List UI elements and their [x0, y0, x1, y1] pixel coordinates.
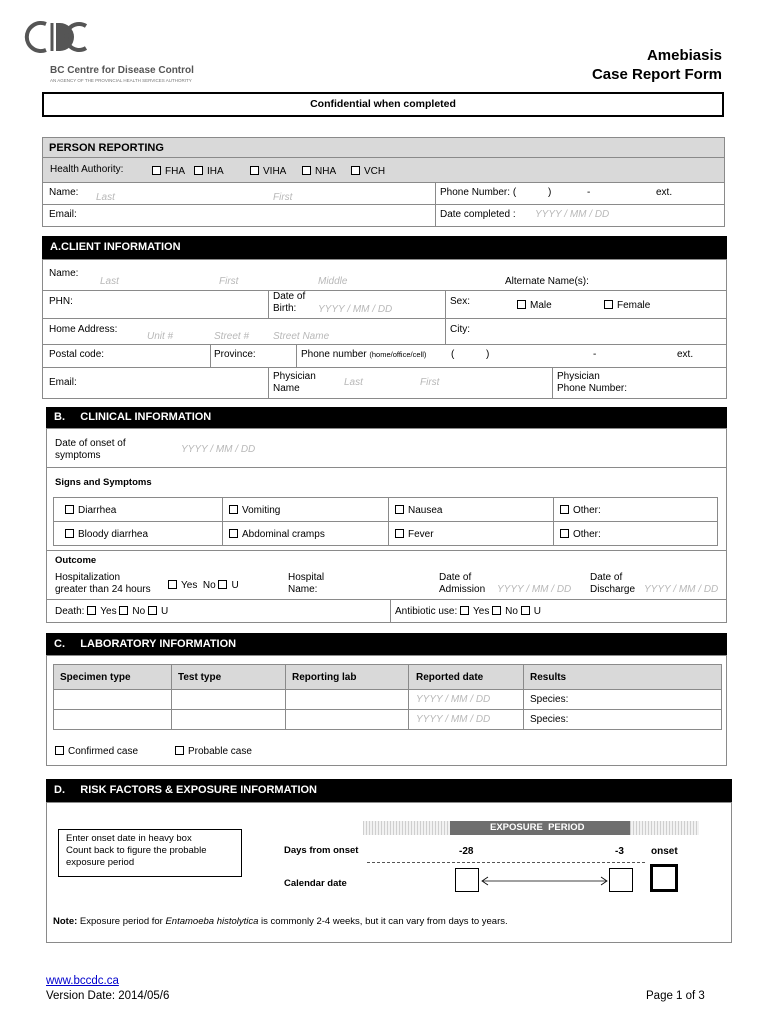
- physician-name-label: Physician Name: [273, 371, 316, 394]
- confirmed-case-checkbox[interactable]: Confirmed case: [55, 746, 138, 757]
- reporter-first-name-input[interactable]: First: [273, 192, 293, 203]
- sex-female-checkbox[interactable]: Female: [604, 300, 650, 311]
- lab-row1-date[interactable]: YYYY / MM / DD: [416, 694, 491, 705]
- person-reporting-header: PERSON REPORTING: [42, 137, 725, 158]
- hospitalization-label: Hospitalization greater than 24 hours: [55, 572, 151, 595]
- province-label: Province:: [214, 349, 256, 360]
- exposure-period-label: EXPOSURE PERIOD: [490, 822, 585, 833]
- symptom-diarrhea[interactable]: Diarrhea: [65, 505, 116, 516]
- dob-input[interactable]: YYYY / MM / DD: [318, 304, 393, 315]
- client-middle-name-input[interactable]: Middle: [318, 276, 348, 287]
- logo: [22, 20, 202, 90]
- symptom-nausea[interactable]: Nausea: [395, 505, 442, 516]
- instructions-box: Enter onset date in heavy box Count back to figure the probable exposure period: [58, 829, 242, 877]
- form-title-line1: Amebiasis: [646, 47, 722, 64]
- hospitalization-options[interactable]: Yes No U: [168, 580, 239, 591]
- client-last-name-input[interactable]: Last: [100, 276, 119, 287]
- antibiotic-field[interactable]: Antibiotic use: Yes No U: [395, 606, 541, 617]
- reporter-email-label: Email:: [49, 209, 77, 220]
- physician-phone-label: Physician Phone Number:: [557, 371, 628, 394]
- client-name-label: Name:: [49, 268, 79, 279]
- col-specimen-type: Specimen type: [60, 672, 131, 683]
- sex-male-checkbox[interactable]: Male: [517, 300, 552, 311]
- timeline-arrow: [481, 876, 608, 886]
- col-results: Results: [530, 672, 567, 683]
- street-name-input[interactable]: Street Name: [273, 331, 330, 342]
- discharge-date-label: Date of Discharge: [590, 572, 636, 595]
- admission-date-input[interactable]: YYYY / MM / DD: [497, 584, 572, 595]
- lab-row2-species[interactable]: Species:: [530, 714, 569, 725]
- ha-iha[interactable]: IHA: [194, 166, 224, 177]
- home-address-label: Home Address:: [49, 324, 118, 335]
- logo-tagline: AN AGENCY OF THE PROVINCIAL HEALTH SERVICES AUTHORITY: [50, 78, 192, 83]
- onset-date-heavy-box[interactable]: [650, 864, 678, 892]
- symptom-other-2[interactable]: Other:: [560, 529, 601, 540]
- col-reported-date: Reported date: [416, 672, 484, 683]
- ha-fha[interactable]: FHA: [152, 166, 185, 177]
- discharge-date-input[interactable]: YYYY / MM / DD: [644, 584, 719, 595]
- postal-code-label: Postal code:: [49, 349, 105, 360]
- ha-nha[interactable]: NHA: [302, 166, 336, 177]
- city-label: City:: [450, 324, 470, 335]
- unit-input[interactable]: Unit #: [147, 331, 174, 342]
- form-title: [592, 46, 722, 84]
- day-minus3: -3: [615, 846, 624, 857]
- calendar-date-label: Calendar date: [284, 878, 347, 889]
- timeline-dashed-line: [367, 862, 645, 863]
- signs-symptoms-header: Signs and Symptoms: [55, 477, 152, 488]
- health-authority-label: Health Authority:: [50, 164, 124, 175]
- symptom-vomiting[interactable]: Vomiting: [229, 505, 280, 516]
- client-email-label: Email:: [49, 377, 77, 388]
- client-phone-close: ): [486, 349, 490, 360]
- version-date: Version Date: 2014/05/6: [46, 990, 170, 1002]
- client-phone-dash: -: [593, 349, 597, 360]
- phn-label: PHN:: [49, 296, 73, 307]
- street-number-input[interactable]: Street #: [214, 331, 250, 342]
- dob-label: Date of Birth:: [273, 291, 306, 314]
- symptom-bloody-diarrhea[interactable]: Bloody diarrhea: [65, 529, 148, 540]
- ha-vch[interactable]: VCH: [351, 166, 385, 177]
- outcome-header: Outcome: [55, 555, 97, 566]
- lab-row2-date[interactable]: YYYY / MM / DD: [416, 714, 491, 725]
- client-info-header: A.CLIENT INFORMATION: [42, 236, 727, 259]
- end-date-box[interactable]: [609, 868, 633, 892]
- client-phone-ext: ext.: [677, 349, 694, 360]
- reporter-phone-label: Phone Number: (: [440, 187, 517, 198]
- page-number: Page 1 of 3: [646, 990, 705, 1002]
- symptom-other-1[interactable]: Other:: [560, 505, 601, 516]
- col-test-type: Test type: [178, 672, 222, 683]
- client-phone-open: (: [451, 349, 455, 360]
- date-completed-label: Date completed :: [440, 209, 516, 220]
- client-first-name-input[interactable]: First: [219, 276, 239, 287]
- reporter-last-name-input[interactable]: Last: [96, 192, 115, 203]
- reporter-phone-close: ): [548, 187, 552, 198]
- day-minus28: -28: [459, 846, 474, 857]
- onset-date-label: Date of onset of symptoms: [55, 438, 126, 461]
- physician-first-input[interactable]: First: [420, 377, 440, 388]
- symptom-abdominal-cramps[interactable]: Abdominal cramps: [229, 529, 325, 540]
- form-title-line2: Case Report Form: [591, 66, 722, 83]
- symptom-fever[interactable]: Fever: [395, 529, 434, 540]
- confidential-banner: Confidential when completed: [42, 92, 724, 117]
- risk-factors-header: D. RISK FACTORS & EXPOSURE INFORMATION: [46, 779, 732, 802]
- lab-info-header: C. LABORATORY INFORMATION: [46, 633, 727, 655]
- ha-viha[interactable]: VIHA: [250, 166, 286, 177]
- sex-label: Sex:: [450, 296, 471, 307]
- reporter-name-label: Name:: [49, 187, 79, 198]
- alternate-names-label: Alternate Name(s):: [505, 276, 589, 287]
- start-date-box[interactable]: [455, 868, 479, 892]
- reporter-phone-ext: ext.: [656, 187, 673, 198]
- clinical-info-header: B. CLINICAL INFORMATION: [46, 407, 727, 428]
- reporter-phone-dash: -: [587, 187, 591, 198]
- footer-url-link[interactable]: www.bccdc.ca: [46, 975, 119, 987]
- admission-date-label: Date of Admission: [439, 572, 486, 595]
- exposure-note: Note: Exposure period for Entamoeba histolytica is commonly 2-4 weeks, but it can vary from days to years.: [53, 916, 508, 927]
- cdc-logo-mark: [22, 20, 88, 54]
- logo-org-name: BC Centre for Disease Control: [50, 65, 194, 76]
- client-phone-label: Phone number (home/office/cell): [301, 349, 427, 360]
- death-field[interactable]: Death: Yes No U: [55, 606, 169, 617]
- onset-label: onset: [651, 846, 678, 857]
- probable-case-checkbox[interactable]: Probable case: [175, 746, 252, 757]
- lab-row1-species[interactable]: Species:: [530, 694, 569, 705]
- onset-date-input[interactable]: YYYY / MM / DD: [181, 444, 256, 455]
- physician-last-input[interactable]: Last: [344, 377, 363, 388]
- col-reporting-lab: Reporting lab: [292, 672, 357, 683]
- hospital-name-label: Hospital Name:: [288, 572, 325, 595]
- days-from-onset-label: Days from onset: [284, 845, 359, 856]
- date-completed-input[interactable]: YYYY / MM / DD: [535, 209, 610, 220]
